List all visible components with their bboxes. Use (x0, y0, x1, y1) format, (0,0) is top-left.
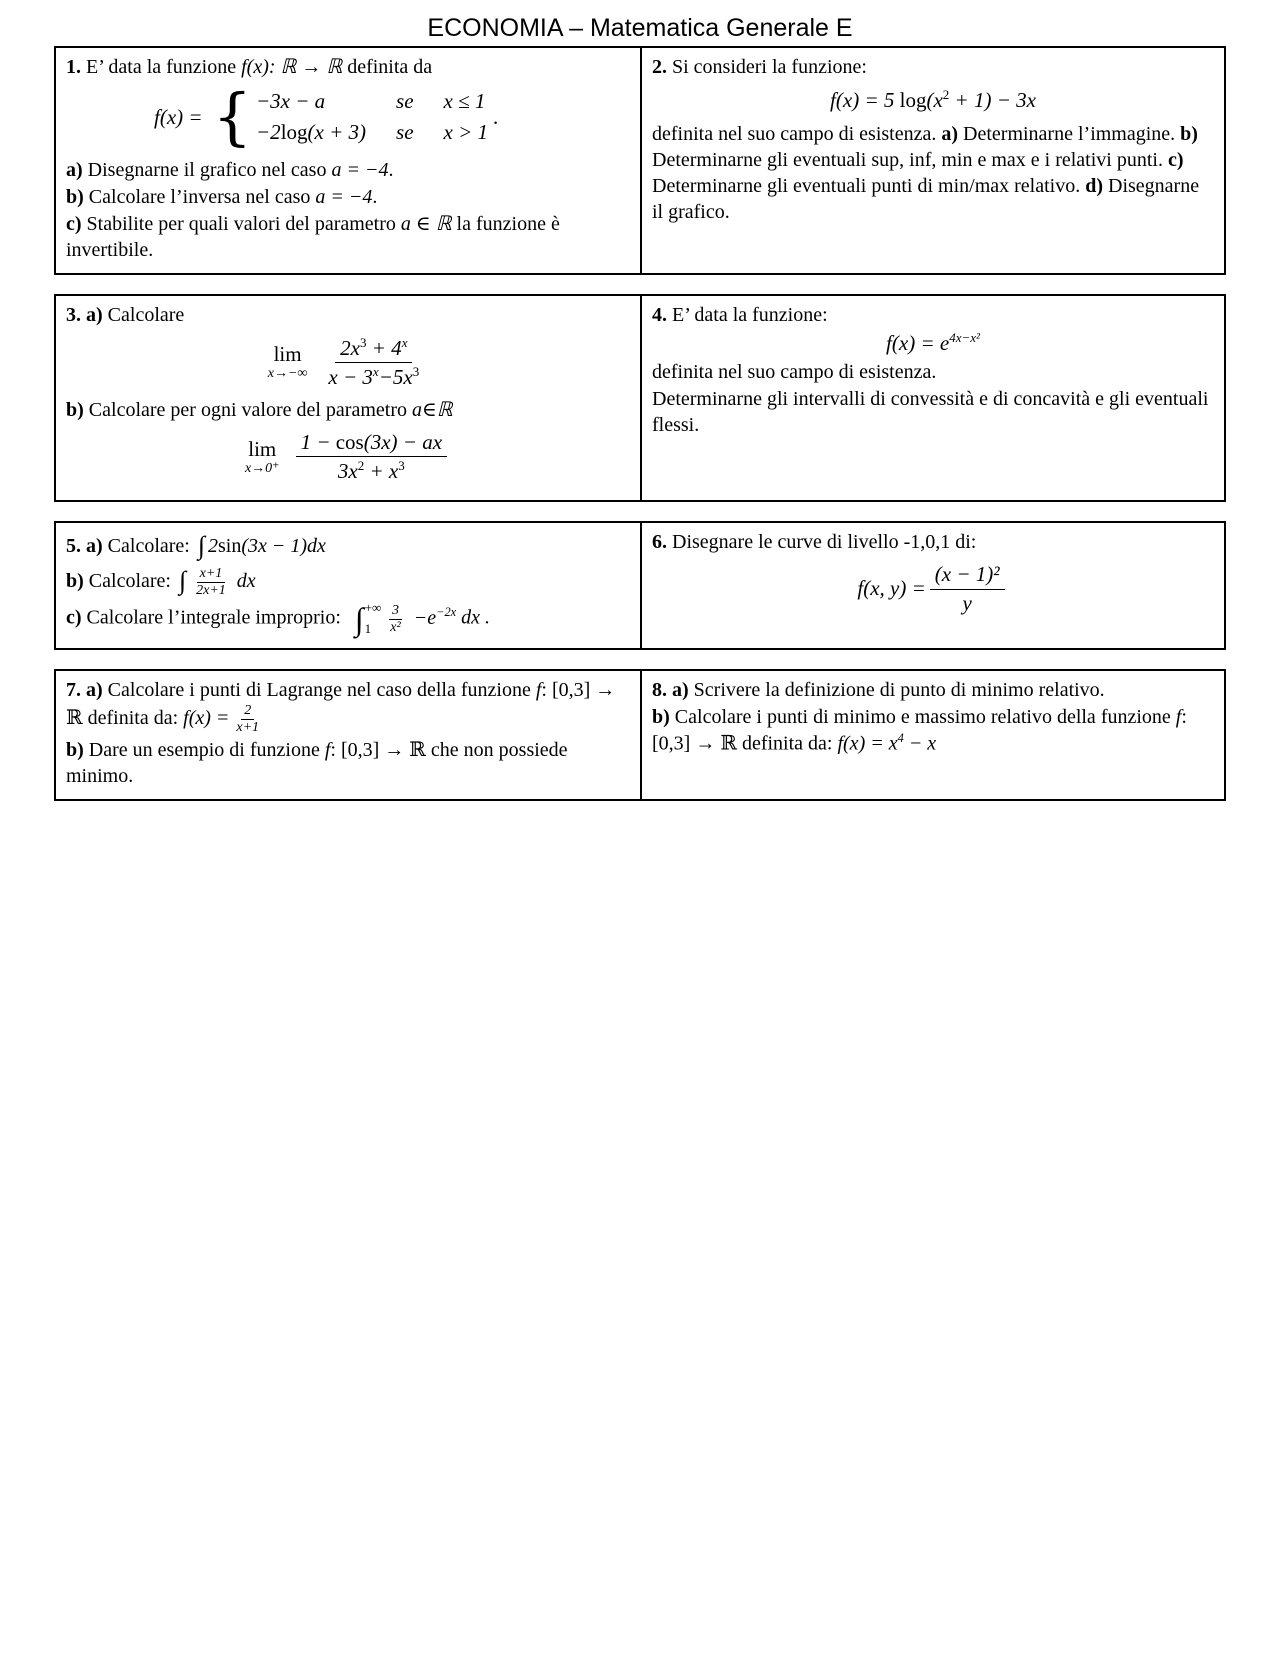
exercise-2-body (652, 121, 1214, 225)
numerator: x+1 (197, 566, 226, 583)
text-run: definita nel suo campo di esistenza. (652, 123, 942, 146)
limit-block (267, 341, 308, 381)
case-if: se (396, 89, 414, 113)
math-run: f(x) = 5 (830, 88, 900, 112)
exercise-3-item-b (66, 397, 630, 423)
exponent: 2 (357, 458, 365, 474)
integral-with-bounds (355, 600, 381, 638)
limit-formula-b (66, 430, 630, 484)
text-run: Disegnarne il grafico. (652, 175, 1200, 224)
math-run: a = −4 (331, 158, 389, 181)
text-run: E’ data la funzione: (667, 303, 828, 326)
denominator (323, 363, 424, 390)
integral-bounds (365, 600, 382, 638)
denominator: 2x+1 (196, 583, 226, 599)
limit-word: lim (273, 341, 302, 366)
exercise-2-intro (652, 54, 1214, 80)
function-formula (652, 87, 1214, 114)
text-run: Stabilite per quali valori del parametro (81, 212, 401, 235)
brace-glyph: { (212, 80, 253, 154)
text-run: . (388, 158, 394, 181)
text-run: Disegnarne il grafico nel caso (82, 158, 332, 181)
exercise-number: 2. (652, 56, 667, 78)
upper-bound: +∞ (364, 600, 382, 616)
period: . (493, 104, 499, 129)
text-run: Calcolare l’integrale improprio: (81, 606, 341, 629)
limit-formula-a (66, 335, 630, 390)
case-condition: x ≤ 1 (443, 89, 486, 113)
formula-lhs: f(x) = (154, 104, 203, 129)
exponent: −2x (436, 605, 457, 620)
math-run: f(x) = e (886, 330, 950, 355)
function-name: sin (217, 535, 242, 558)
exercise-1-intro (66, 54, 630, 80)
exponent: x (401, 334, 408, 350)
exponent: 3 (360, 334, 367, 350)
integral-sign: ∫ (197, 531, 205, 561)
fraction (296, 430, 447, 484)
fraction (323, 335, 424, 390)
item-label: b) (652, 706, 670, 729)
math-run: dx . (456, 606, 491, 629)
problem-row-2 (54, 294, 1226, 503)
denominator: y (962, 590, 972, 615)
math-run: 3x (337, 459, 358, 484)
exponent: 4 (897, 731, 904, 746)
text-run: definita nel suo campo di esistenza. (652, 360, 937, 383)
math-run: −e (413, 606, 437, 629)
math-run: + x (364, 459, 399, 484)
item-label: 7. a) (66, 679, 103, 702)
fraction (233, 703, 262, 736)
exercise-7-item-a (66, 677, 630, 736)
exercise-5-item-a (66, 529, 630, 563)
item-label: b) (66, 398, 84, 421)
item-label: b) (66, 739, 84, 762)
exercise-6-intro (652, 529, 1214, 555)
text-run: Disegnare le curve di livello -1,0,1 di: (667, 531, 977, 554)
exercise-8-item-b (652, 704, 1214, 757)
denominator (333, 457, 410, 484)
fraction (930, 562, 1005, 615)
formula (886, 330, 980, 357)
text-run: : [0,3] → ℝ definita da: (652, 706, 1187, 755)
case-expression: −3x − a (256, 89, 326, 113)
math-run: (x (926, 88, 943, 112)
function-formula (652, 330, 1214, 357)
exercise-2 (640, 48, 1224, 273)
text-run: Determinarne gli eventuali sup, inf, min e max e i relativi punti. (652, 149, 1168, 172)
fraction (387, 603, 403, 636)
exercise-7-item-b (66, 737, 630, 789)
formula (830, 87, 1036, 114)
text-run: . (372, 185, 378, 208)
exercise-number: 3. a) (66, 303, 103, 326)
math-run: a ∈ ℝ (400, 212, 452, 235)
exercise-1-item-c (66, 211, 630, 263)
exercise-6 (640, 523, 1224, 648)
function-name: cos (335, 429, 364, 454)
formula-lhs: f(x, y) = (857, 576, 926, 601)
text-run: Dare un esempio di funzione (83, 739, 325, 762)
limit-word: lim (248, 436, 277, 461)
text-run: Calcolare i punti di Lagrange nel caso della funzione (102, 679, 536, 702)
math-run: (3x − 1)dx (241, 535, 326, 558)
math-run: + 4 (366, 335, 402, 360)
math-run: dx (236, 570, 256, 593)
exercise-number: 1. (66, 56, 81, 78)
item-label: d) (1085, 175, 1104, 198)
cases-block (256, 88, 488, 147)
math-run: a = −4 (315, 185, 373, 208)
text-run: la funzione è invertibile. (66, 212, 560, 261)
text-run: E’ data la funzione (81, 56, 242, 78)
problem-row-3 (54, 521, 1226, 650)
exercise-5 (56, 523, 640, 648)
text-run: Calcolare per ogni valore del parametro (83, 398, 412, 421)
math-run: x − 3 (328, 364, 373, 389)
integral-sign: ∫ (178, 566, 187, 596)
exponent: 3 (412, 363, 420, 379)
exponent: 4x−x² (949, 329, 980, 345)
exercise-1-item-a (66, 157, 630, 183)
math-run: − x (903, 732, 937, 755)
exam-sheet (54, 0, 1226, 801)
exercise-number: 4. (652, 303, 667, 326)
case-if: se (396, 120, 414, 145)
item-label: 5. a) (66, 535, 103, 558)
math-run: 1 − (300, 429, 336, 454)
function-name: log (280, 120, 308, 145)
page-title: ECONOMIA – Matematica Generale E (427, 14, 853, 42)
limit-block (244, 436, 280, 476)
exercise-5-item-b (66, 564, 630, 599)
text-run: Determinarne gli eventuali punti di min/max relativo. (652, 175, 1086, 198)
text-run: : [0,3] → ℝ definita da: (66, 679, 616, 730)
exercise-8-item-a (652, 677, 1214, 703)
numerator: (x − 1)² (930, 562, 1005, 589)
exercise-4-paragraph-1 (652, 359, 1214, 385)
item-label: c) (1167, 149, 1184, 172)
math-run: f(x): ℝ → ℝ (241, 56, 343, 78)
exercise-number: 6. (652, 531, 667, 554)
item-label: b) (66, 570, 84, 593)
math-run: f (324, 739, 331, 762)
text-run: Calcolare (102, 303, 185, 326)
exponent: 3 (398, 458, 405, 474)
item-label: c) (66, 606, 82, 629)
math-run: (x + 3) (307, 120, 367, 145)
math-run: 2x (340, 335, 360, 360)
numerator: 3 (389, 603, 402, 620)
exercise-1-item-b (66, 184, 630, 210)
problem-row-4 (54, 669, 1226, 801)
limit-subscript: x→−∞ (267, 365, 308, 381)
math-run: f (1175, 706, 1182, 729)
case-expression (256, 119, 366, 146)
exercise-4 (640, 296, 1224, 501)
exercise-4-intro (652, 302, 1214, 328)
text-run: : [0,3] → ℝ che non possiede minimo. (66, 739, 568, 788)
text-run: definita da (342, 56, 433, 78)
denominator: x² (390, 619, 401, 635)
exercise-7 (56, 671, 640, 799)
item-label: b) (1180, 123, 1198, 146)
text-run: Determinarne gli intervalli di convessità e di concavità e gli eventuali flessi. (652, 387, 1209, 436)
item-label: c) (66, 212, 82, 235)
text-run: Calcolare l’inversa nel caso (83, 185, 316, 208)
math-run: + 1) − 3x (949, 88, 1036, 112)
fraction (193, 566, 229, 599)
math-run: a∈ℝ (411, 398, 453, 421)
exponent: 2 (942, 87, 950, 102)
math-run: f(x) = (183, 707, 230, 730)
piecewise-function-formula (66, 80, 630, 154)
item-label: b) (66, 185, 84, 208)
numerator (296, 430, 447, 457)
math-run: (3x) − ax (363, 429, 443, 454)
exercise-3-intro (66, 302, 630, 328)
item-label: a) (941, 123, 959, 146)
exercise-8 (640, 671, 1224, 799)
exponent: x (372, 363, 379, 379)
numerator (335, 335, 412, 363)
math-run: 2 (207, 535, 218, 558)
function-name: log (899, 88, 927, 112)
limit-subscript: x→0⁺ (244, 460, 280, 476)
level-curve-formula (652, 562, 1214, 615)
math-run: −5x (378, 364, 413, 389)
text-run: Calcolare: (102, 535, 195, 558)
text-run: Si consideri la funzione: (667, 56, 867, 78)
numerator: 2 (241, 703, 254, 720)
math-run: f(x) = x (837, 732, 898, 755)
item-label: a) (66, 158, 83, 181)
math-run: −2 (256, 120, 281, 145)
exercise-5-item-c (66, 600, 630, 638)
integral-sign: ∫ (354, 601, 364, 638)
text-run: Determinarne l’immagine. (958, 123, 1181, 146)
exercise-4-paragraph-2 (652, 386, 1214, 438)
math-run: f (535, 679, 542, 702)
problem-row-1 (54, 46, 1226, 275)
lower-bound: 1 (364, 621, 372, 637)
item-label: 8. a) (652, 679, 689, 702)
text-run: Calcolare i punti di minimo e massimo relativo della funzione (669, 706, 1176, 729)
case-condition: x > 1 (443, 120, 489, 145)
denominator: x+1 (236, 720, 260, 736)
text-run: Calcolare: (83, 570, 176, 593)
exercise-3 (56, 296, 640, 501)
exercise-1 (56, 48, 640, 273)
text-run: Scrivere la definizione di punto di minimo relativo. (688, 679, 1105, 702)
